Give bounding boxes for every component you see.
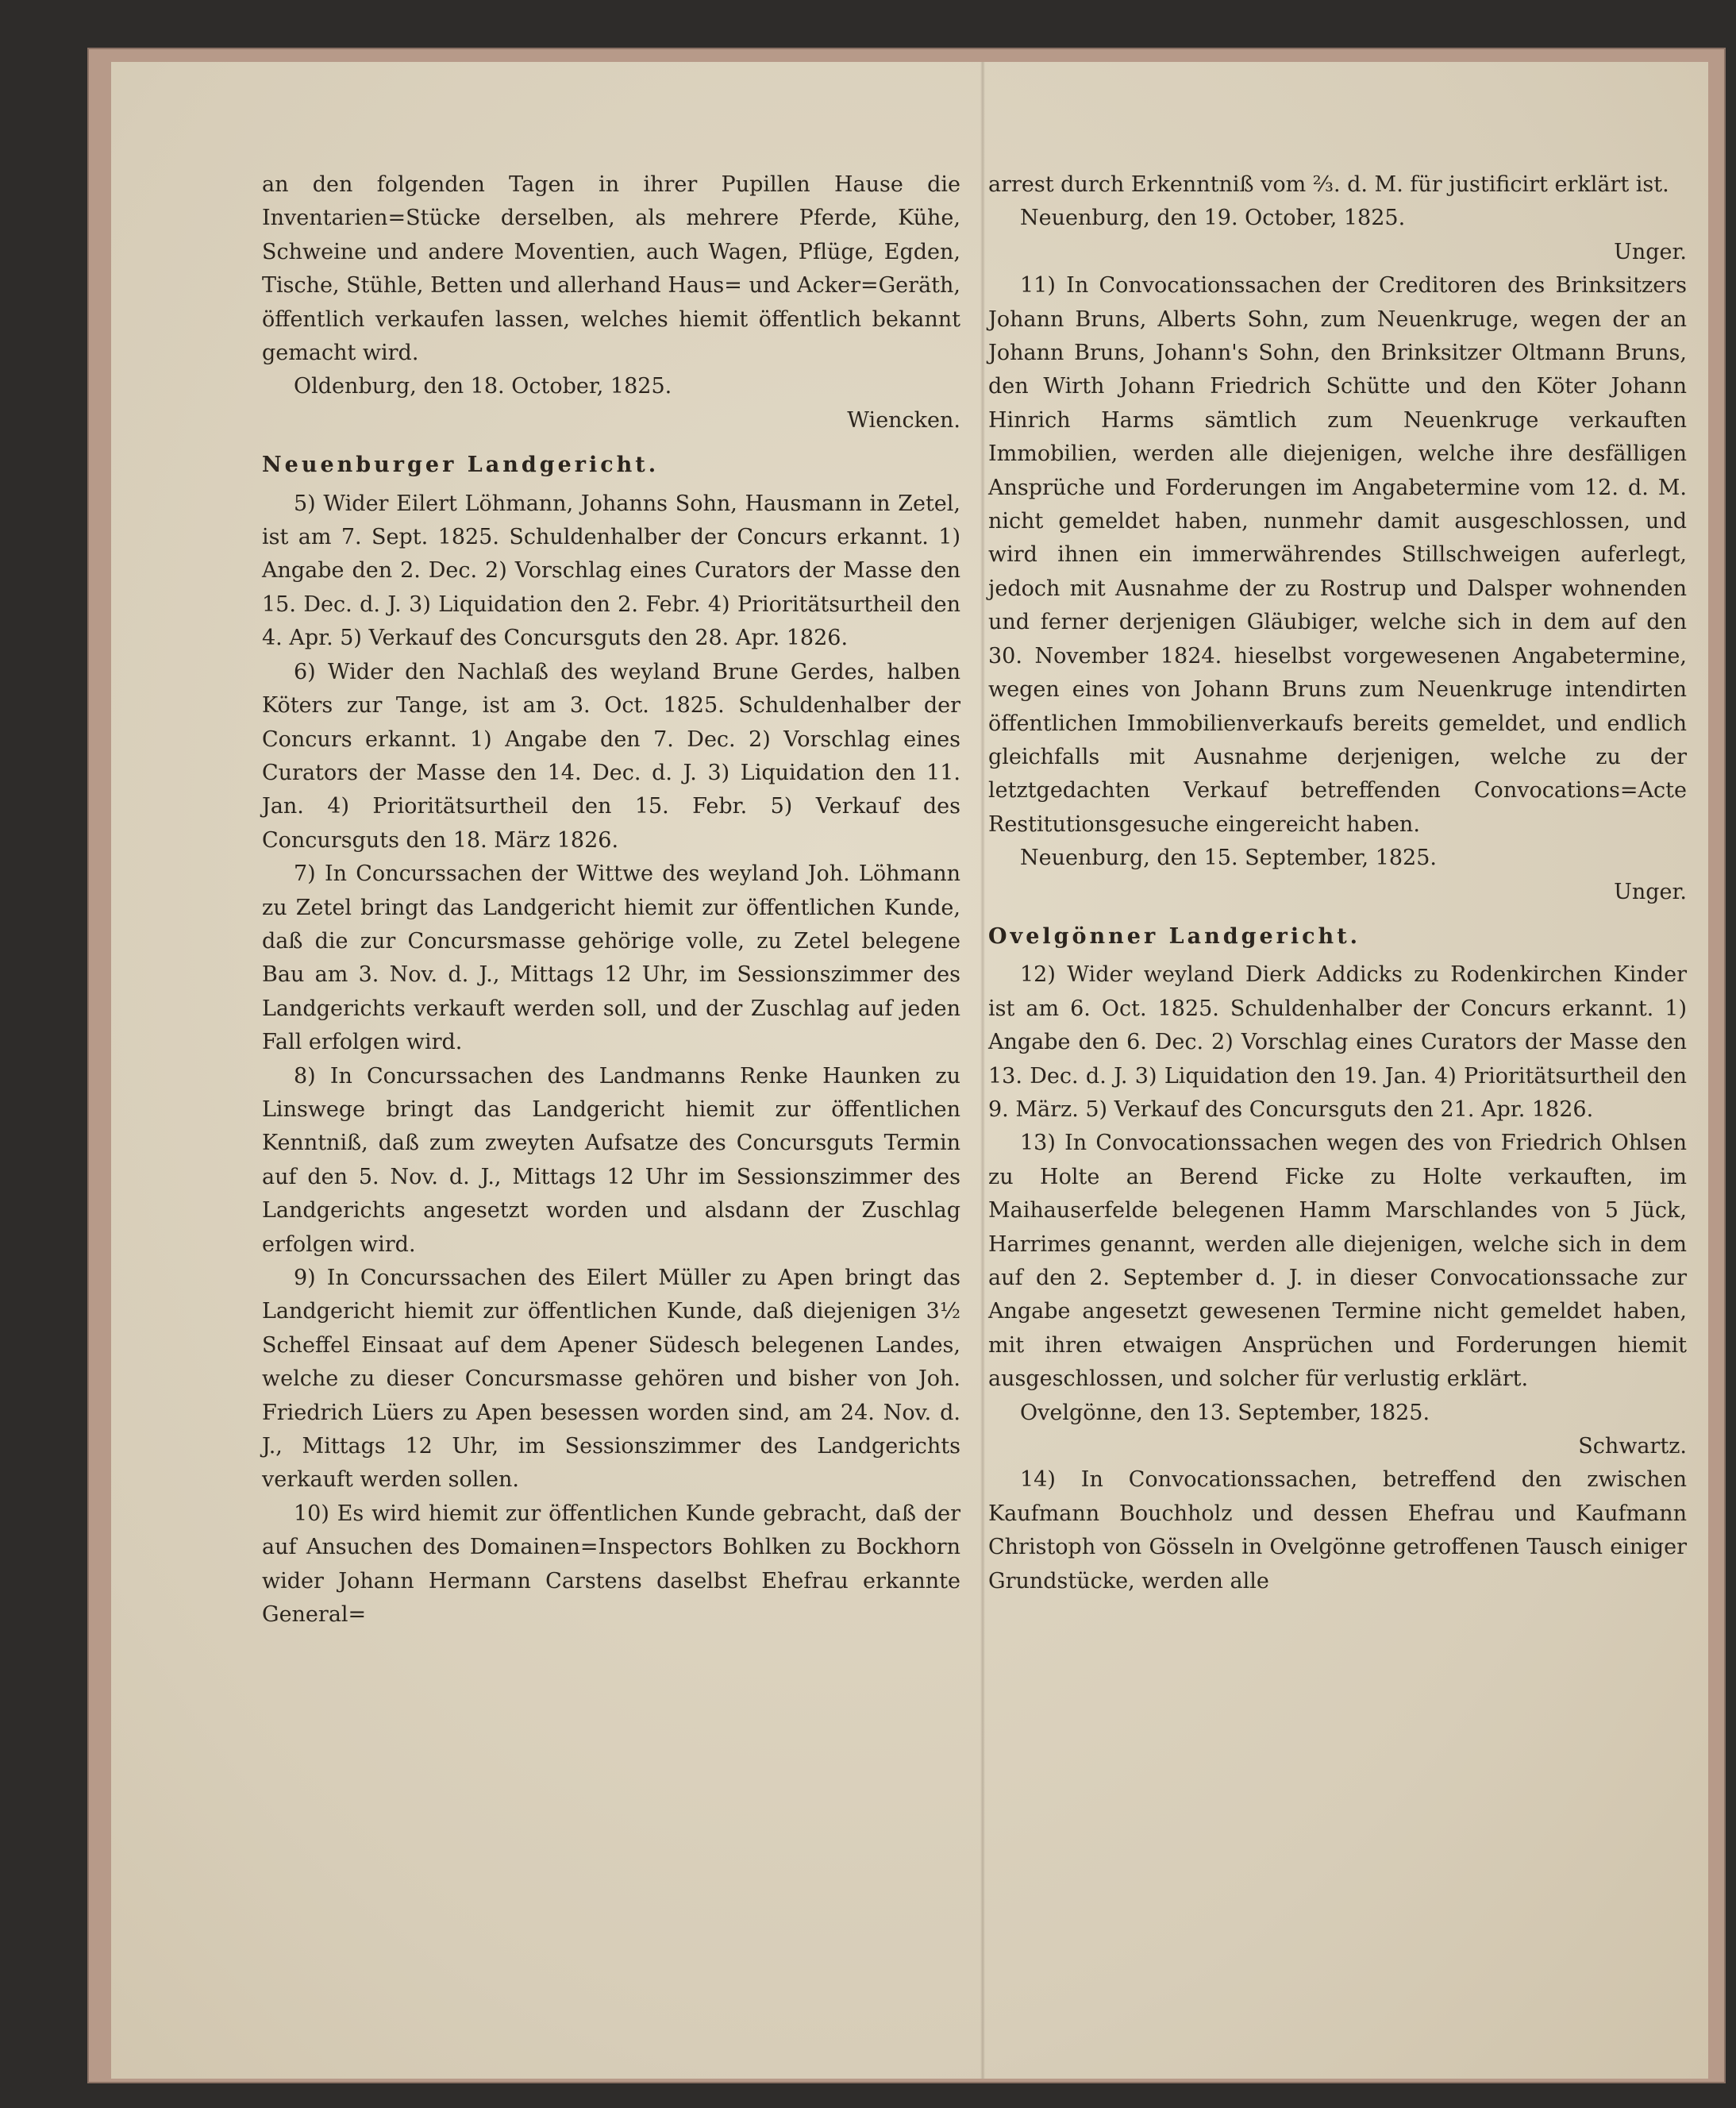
right-column: [988, 168, 1687, 1598]
column-gutter: [980, 62, 985, 2079]
notice-item-14: 14) In Convocationssachen, betreffend den zwischen Kaufmann Bouchholz und dessen Ehefrau und Kaufmann Christoph von Gösseln in Ovelgönne getroffenen Tausch einiger Grundstücke, werden alle: [988, 1467, 1687, 1594]
left-column: [262, 168, 960, 1632]
notice-item-8: 8) In Concurssachen des Landmanns Renke Haunken zu Linswege bringt das Landgericht hiemit zur öffentlichen Kenntniß, daß zum zweyten Aufsatze des Concursguts Termin auf den 5. Nov. d. J., Mittags 12 Uhr im Sessionszimmer des Landgerichts angesetzt worden und alsdann der Zuschlag erfolgen wird.: [262, 1063, 960, 1257]
notice-item-11: 11) In Convocationssachen der Creditoren des Brinksitzers Johann Bruns, Alberts Sohn, zum Neuenkruge, wegen der an Johann Bruns, Johann's Sohn, den Brinksitzer Oltmann Bruns, den Wirth Johann Friedrich Schütte und den Köter Johann Hinrich Harms sämtlich zum Neuenkruge verkauften Immobilien, werden alle diejenigen, welche ihre desfälligen Ansprüche und Forderungen im Angabetermine vom 12. d. M. nicht gemeldet haben, nunmehr damit ausgeschlossen, und wird ihnen ein immerwährendes Stillschweigen auferlegt, jedoch mit Ausnahme der zu Rostrup und Dalsper wohnenden und ferner derjenigen Gläubiger, welche sich in dem auf den 30. November 1824. hieselbst vorgewesenen Angabetermine, wegen eines von Johann Bruns zum Neuenkruge intendirten öffentlichen Immobilienverkaufs bereits gemeldet, und endlich gleichfalls mit Ausnahme derjenigen, welche zu der letztgedachten Verkauf betreffenden Convocations=Acte Restitutionsgesuche eingereicht haben.: [988, 273, 1687, 837]
dateline-neuenburg-september: Neuenburg, den 15. September, 1825.: [1020, 846, 1437, 871]
signature-unger-1: Unger.: [1614, 239, 1687, 264]
notice-item-7: 7) In Concurssachen der Wittwe des weyland Joh. Löhmann zu Zetel bringt das Landgericht hiemit zur öffentlichen Kunde, daß die zur Concursmasse gehörige volle, zu Zetel belegene Bau am 3. Nov. d. J., Mittags 12 Uhr, im Sessionszimmer des Landgerichts verkauft werden soll, und der Zuschlag auf jeden Fall erfolgen wird.: [262, 861, 960, 1055]
paragraph-arrest-continuation: arrest durch Erkenntniß vom ⅔. d. M. für justificirt erklärt ist.: [988, 172, 1669, 197]
paragraph-inventory-sale: an den folgenden Tagen in ihrer Pupillen Hause die Inventarien=Stücke derselben, als mehrere Pferde, Kühe, Schweine und andere Moventien, auch Wagen, Pflüge, Egden, Tische, Stühle, Betten und allerhand Haus= und Acker=Geräth, öffentlich verkaufen lassen, welches hiemit öffentlich bekannt gemacht wird.: [262, 172, 960, 366]
section-heading-ovelgonner: Ovelgönner Landgericht.: [988, 923, 1361, 949]
notice-item-12: 12) Wider weyland Dierk Addicks zu Rodenkirchen Kinder ist am 6. Oct. 1825. Schuldenhalber der Concurs erkannt. 1) Angabe den 6. Dec. 2) Vorschlag eines Curators der Masse den 13. Dec. d. J. 3) Liquidation den 19. Jan. 4) Prioritätsurtheil den 9. März. 5) Verkauf des Concursguts den 21. Apr. 1826.: [988, 962, 1687, 1122]
dateline-oldenburg: Oldenburg, den 18. October, 1825.: [294, 374, 672, 399]
notice-item-9: 9) In Concurssachen des Eilert Müller zu Apen bringt das Landgericht hiemit zur öffentlichen Kunde, daß diejenigen 3½ Scheffel Einsaat auf dem Apener Südesch belegenen Landes, welche zu dieser Concursmasse gehören und bisher von Joh. Friedrich Lüers zu Apen besessen worden sind, am 24. Nov. d. J., Mittags 12 Uhr, im Sessionszimmer des Landgerichts verkauft werden sollen.: [262, 1266, 960, 1493]
dateline-ovelgonne: Ovelgönne, den 13. September, 1825.: [1020, 1400, 1430, 1425]
signature-schwartz: Schwartz.: [1578, 1434, 1687, 1459]
section-heading-neuenburger: Neuenburger Landgericht.: [262, 453, 660, 478]
signature-unger-2: Unger.: [1614, 879, 1687, 904]
dateline-neuenburg-october: Neuenburg, den 19. October, 1825.: [1020, 206, 1406, 231]
notice-item-13: 13) In Convocationssachen wegen des von Friedrich Ohlsen zu Holte an Berend Ficke zu Holte verkauften, im Maihauserfelde belegenen Hamm Marschlandes von 5 Jück, Harrimes genannt, werden alle diejenigen, welche sich in dem auf den 2. September d. J. in dieser Convocationssache zur Angabe angesetzt gewesenen Termine nicht gemeldet haben, mit ihren etwaigen Ansprüchen und Forderungen hiemit ausgeschlossen, und solcher für verlustig erklärt.: [988, 1131, 1687, 1392]
notice-item-5: 5) Wider Eilert Löhmann, Johanns Sohn, Hausmann in Zetel, ist am 7. Sept. 1825. Schuldenhalber der Concurs erkannt. 1) Angabe den 2. Dec. 2) Vorschlag eines Curators der Masse den 15. Dec. d. J. 3) Liquidation den 2. Febr. 4) Prioritätsurtheil den 4. Apr. 5) Verkauf des Concursguts den 28. Apr. 1826.: [262, 491, 960, 651]
signature-wiencken: Wiencken.: [847, 407, 960, 433]
notice-item-10: 10) Es wird hiemit zur öffentlichen Kunde gebracht, daß der auf Ansuchen des Domainen=Inspectors Bohlken zu Bockhorn wider Johann Hermann Carstens daselbst Ehefrau erkannte General=: [262, 1501, 960, 1628]
notice-item-6: 6) Wider den Nachlaß des weyland Brune Gerdes, halben Köters zur Tange, ist am 3. Oct. 1825. Schuldenhalber der Concurs erkannt. 1) Angabe den 7. Dec. 2) Vorschlag eines Curators der Masse den 14. Dec. d. J. 3) Liquidation den 11. Jan. 4) Prioritätsurtheil den 15. Febr. 5) Verkauf des Concursguts den 18. März 1826.: [262, 659, 960, 853]
